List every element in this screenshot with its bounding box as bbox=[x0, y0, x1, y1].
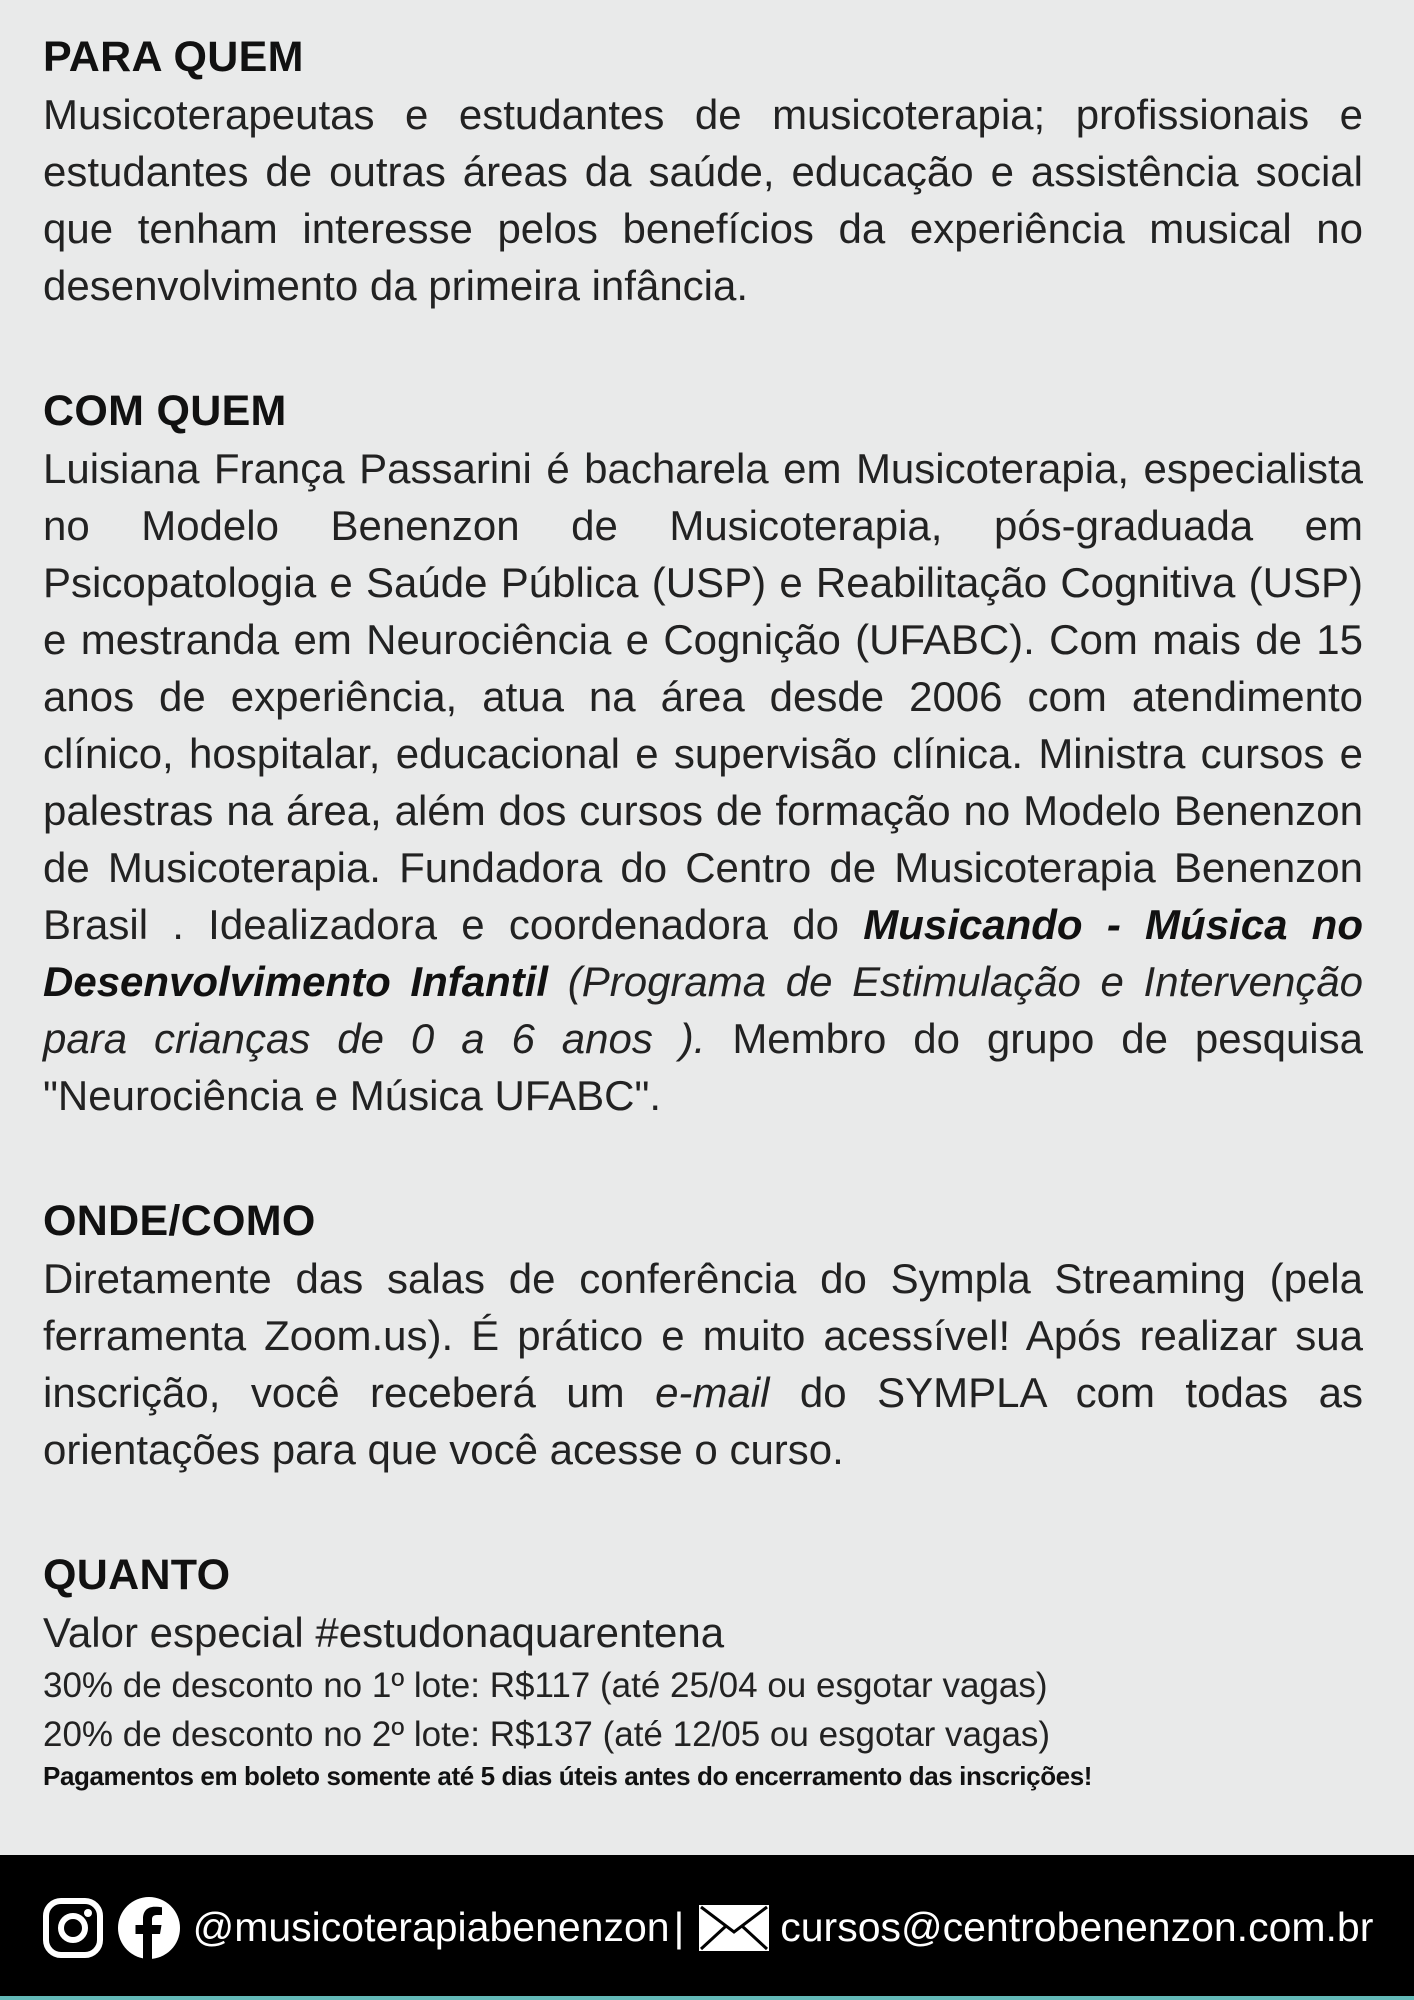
footer-accent-line bbox=[0, 1996, 1414, 2000]
lote-2-price: 20% de desconto no 2º lote: R$137 (até 12/05 ou esgotar vagas) bbox=[43, 1715, 1051, 1754]
facebook-icon[interactable] bbox=[117, 1896, 181, 1960]
section-quanto bbox=[43, 1546, 1363, 1793]
quanto-heading: QUANTO bbox=[43, 1551, 231, 1599]
para-quem-text: Musicoterapeutas e estudantes de musicoterapia; profissionais e estudantes de outras áreas da saúde, educação e assistência social que tenham interesse pelos benefícios da experiência musical no desenvolvimento da primeira infância. bbox=[43, 91, 1363, 309]
email-word: e-mail bbox=[655, 1369, 770, 1416]
com-quem-bio: Luisiana França Passarini é bacharela em Musicoterapia, especialista no Modelo Benenzon de Musicoterapia, pós-graduada em Psicopatologia e Saúde Pública (USP) e Reabilitação Cognitiva (USP) e mestranda em Neurociência e Cognição (UFABC). Com mais de 15 anos de experiência, atua na área desde 2006 com atendimento clínico, hospitalar, educacional e supervisão clínica. Ministra cursos e palestras na área, além dos cursos de formação no Modelo Benenzon de Musicoterapia. Fundadora do Centro de Musicoterapia Benenzon Brasil . Idealizadora e coordenadora do bbox=[43, 445, 1363, 948]
onde-como-heading: ONDE/COMO bbox=[43, 1197, 316, 1245]
price-line bbox=[43, 1604, 1363, 1661]
com-quem-research-group: Membro do grupo de pesquisa "Neurociência e Música UFABC". bbox=[43, 1015, 1363, 1119]
com-quem-text bbox=[43, 440, 1363, 1124]
section-com-quem bbox=[43, 382, 1363, 1124]
footer-separator: | bbox=[673, 1904, 685, 1950]
footer-bar bbox=[0, 1855, 1414, 2000]
onde-como-intro: Diretamente das salas de conferência do Sympla Streaming (pela ferramenta Zoom.us). É prático e muito acessível! Após realizar sua inscrição, você receberá um bbox=[43, 1255, 1363, 1416]
section-onde-como bbox=[43, 1192, 1363, 1478]
onde-como-outro: do SYMPLA com todas as orientações para que você acesse o curso. bbox=[43, 1369, 1363, 1473]
program-description: (Programa de Estimulação e Intervenção para crianças de 0 a 6 anos ). bbox=[43, 958, 1364, 1062]
section-para-quem bbox=[43, 28, 1363, 314]
social-handle-link[interactable]: @musicoterapiabenenzon bbox=[192, 1904, 670, 1950]
instagram-icon[interactable] bbox=[41, 1896, 105, 1960]
content-area bbox=[43, 28, 1363, 1861]
price-label: Valor especial bbox=[43, 1609, 316, 1656]
price-hashtag: #estudonaquarentena bbox=[315, 1609, 725, 1656]
lote-1-price: 30% de desconto no 1º lote: R$117 (até 25/04 ou esgotar vagas) bbox=[43, 1666, 1048, 1705]
onde-como-text bbox=[43, 1250, 1363, 1478]
para-quem-heading: PARA QUEM bbox=[43, 33, 304, 81]
program-name: Musicando - Música no Desenvolvimento Infantil bbox=[43, 901, 1363, 1005]
envelope-icon bbox=[698, 1904, 770, 1952]
com-quem-heading: COM QUEM bbox=[43, 387, 287, 435]
boleto-note: Pagamentos em boleto somente até 5 dias úteis antes do encerramento das inscrições! bbox=[43, 1761, 1093, 1791]
contact-email-link[interactable]: cursos@centrobenenzon.com.br bbox=[780, 1904, 1374, 1950]
